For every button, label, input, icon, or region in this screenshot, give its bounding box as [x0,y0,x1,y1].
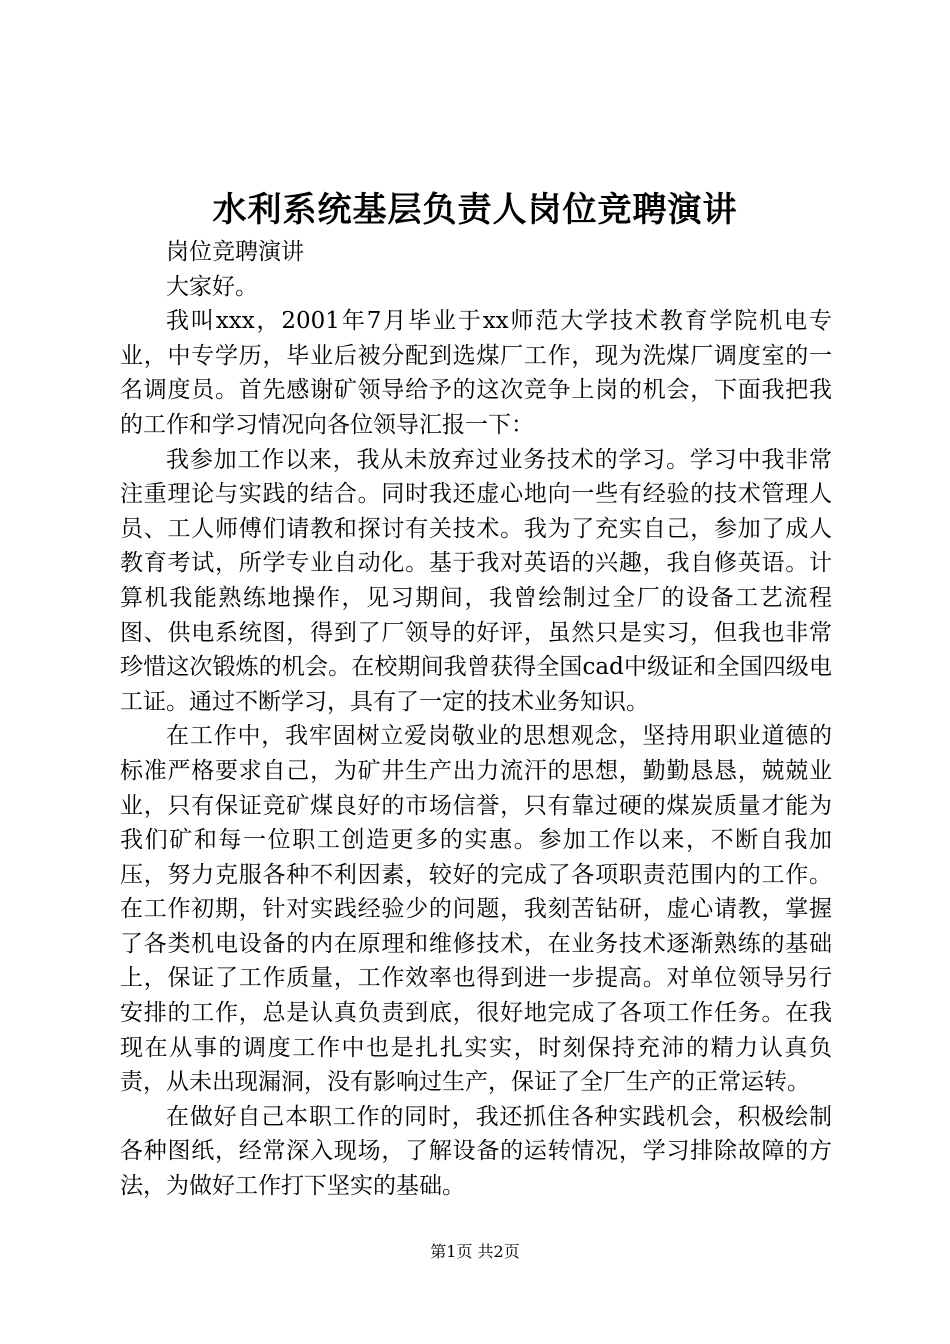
document-title: 水利系统基层负责人岗位竞聘演讲 [212,190,738,230]
page-footer: 第1页 共2页 [430,1242,520,1261]
paragraph-subtitle: 岗位竞聘演讲 [166,239,304,265]
paragraph-introduction: 我叫xxx，2001年7月毕业于xx师范大学技术教育学院机电专业，中专学历，毕业后被分配到选煤厂工作，现为洗煤厂调度室的一名调度员。首先感谢矿领导给予的这次竞争上岗的机会，下面我把我的工作和学习情况向各位领导汇报一下： [120,308,832,438]
paragraph-study: 我参加工作以来，我从未放弃过业务技术的学习。学习中我非常注重理论与实践的结合。同时我还虚心地向一些有经验的技术管理人员、工人师傅们请教和探讨有关技术。我为了充实自己，参加了成人教育考试，所学专业自动化。基于我对英语的兴趣，我自修英语。计算机我能熟练地操作，见习期间，我曾绘制过全厂的设备工艺流程图、供电系统图，得到了厂领导的好评，虽然只是实习，但我也非常珍惜这次锻炼的机会。在校期间我曾获得全国cad中级证和全国四级电工证。通过不断学习，具有了一定的技术业务知识。 [120,446,832,715]
paragraph-work: 在工作中，我牢固树立爱岗敬业的思想观念，坚持用职业道德的标准严格要求自己，为矿井生产出力流汗的思想，勤勤恳恳，兢兢业业，只有保证竞矿煤良好的市场信誉，只有靠过硬的煤炭质量才能为我们矿和每一位职工创造更多的实惠。参加工作以来，不断自我加压，努力克服各种不利因素，较好的完成了各项职责范围内的工作。在工作初期，针对实践经验少的问题，我刻苦钻研，虚心请教，掌握了各类机电设备的内在原理和维修技术，在业务技术逐渐熟练的基础上，保证了工作质量，工作效率也得到进一步提高。对单位领导另行安排的工作，总是认真负责到底，很好地完成了各项工作任务。在我现在从事的调度工作中也是扎扎实实，时刻保持充沛的精力认真负责，从未出现漏洞，没有影响过生产，保证了全厂生产的正常运转。 [120,723,832,1096]
document-body [120,235,832,1204]
paragraph-greeting: 大家好。 [166,273,258,300]
paragraph-practice: 在做好自己本职工作的同时，我还抓住各种实践机会，积极绘制各种图纸，经常深入现场，了解设备的运转情况，学习排除故障的方法，为做好工作打下坚实的基础。 [120,1103,832,1200]
